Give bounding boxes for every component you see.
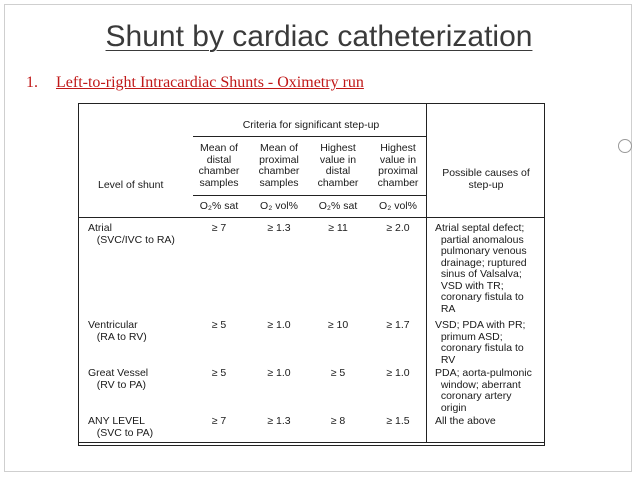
table-cell: ≥ 1.0	[386, 367, 410, 379]
criteria-header: Criteria for significant step-up	[242, 119, 380, 131]
header-level: Level of shunt	[98, 179, 164, 191]
header-mean-distal: Mean of distal chamber samples	[198, 142, 240, 189]
table-row-level: Great Vessel (RV to PA)	[88, 367, 149, 391]
table-cell: ≥ 2.0	[386, 222, 410, 234]
shunt-criteria-table	[78, 100, 546, 446]
units-top-rule	[193, 195, 426, 196]
table-cell: ≥ 5	[211, 367, 227, 379]
table-top-border	[78, 103, 545, 104]
frame-accent-circle	[618, 139, 632, 153]
table-cell: ≥ 1.3	[267, 222, 291, 234]
table-right-border	[544, 103, 545, 446]
table-left-border	[78, 103, 79, 446]
table-cell: ≥ 1.7	[386, 319, 410, 331]
table-bottom-border	[78, 445, 545, 446]
list-item-text: Left-to-right Intracardiac Shunts - Oximetry run	[56, 74, 364, 91]
table-row-causes: VSD; PDA with PR; primum ASD; coronary fistula to RV	[435, 319, 526, 366]
header-highest-proximal: Highest value in proximal chamber	[377, 142, 419, 189]
table-row-level: ANY LEVEL (SVC to PA)	[88, 415, 154, 439]
table-row-causes: All the above	[435, 415, 496, 427]
table-row-causes: PDA; aorta-pulmonic window; aberrant coronary artery origin	[435, 367, 532, 414]
unit-highest-proximal: O₂ vol%	[379, 200, 417, 212]
table-row-level: Ventricular (RA to RV)	[88, 319, 147, 343]
header-causes: Possible causes of step-up	[442, 167, 530, 191]
table-cell: ≥ 8	[330, 415, 346, 427]
table-cell: ≥ 1.5	[386, 415, 410, 427]
table-row-causes: Atrial septal defect; partial anomalous pulmonary venous drainage; ruptured sinus of Valsalva; VSD with TR; coronary fistula to RA	[435, 222, 527, 315]
table-row-level: Atrial (SVC/IVC to RA)	[88, 222, 175, 246]
header-mean-proximal: Mean of proximal chamber samples	[258, 142, 300, 189]
criteria-header-rule	[193, 136, 426, 137]
unit-highest-distal: O₂% sat	[318, 200, 358, 212]
list-item-number: 1.	[26, 74, 38, 91]
table-cell: ≥ 1.0	[267, 319, 291, 331]
table-cell: ≥ 1.3	[267, 415, 291, 427]
causes-column-divider	[426, 103, 427, 443]
slide-title: Shunt by cardiac catheterization	[105, 20, 533, 53]
list-item	[26, 74, 364, 92]
table-cell: ≥ 5	[211, 319, 227, 331]
table-cell: ≥ 5	[330, 367, 346, 379]
table-bottom-border-double	[78, 442, 545, 443]
table-cell: ≥ 11	[328, 222, 348, 234]
table-cell: ≥ 7	[211, 415, 227, 427]
unit-mean-proximal: O₂ vol%	[260, 200, 298, 212]
unit-mean-distal: O₂% sat	[199, 200, 239, 212]
table-cell: ≥ 1.0	[267, 367, 291, 379]
header-highest-distal: Highest value in distal chamber	[317, 142, 359, 189]
table-cell: ≥ 10	[327, 319, 349, 331]
header-bottom-rule	[78, 217, 545, 218]
table-cell: ≥ 7	[211, 222, 227, 234]
